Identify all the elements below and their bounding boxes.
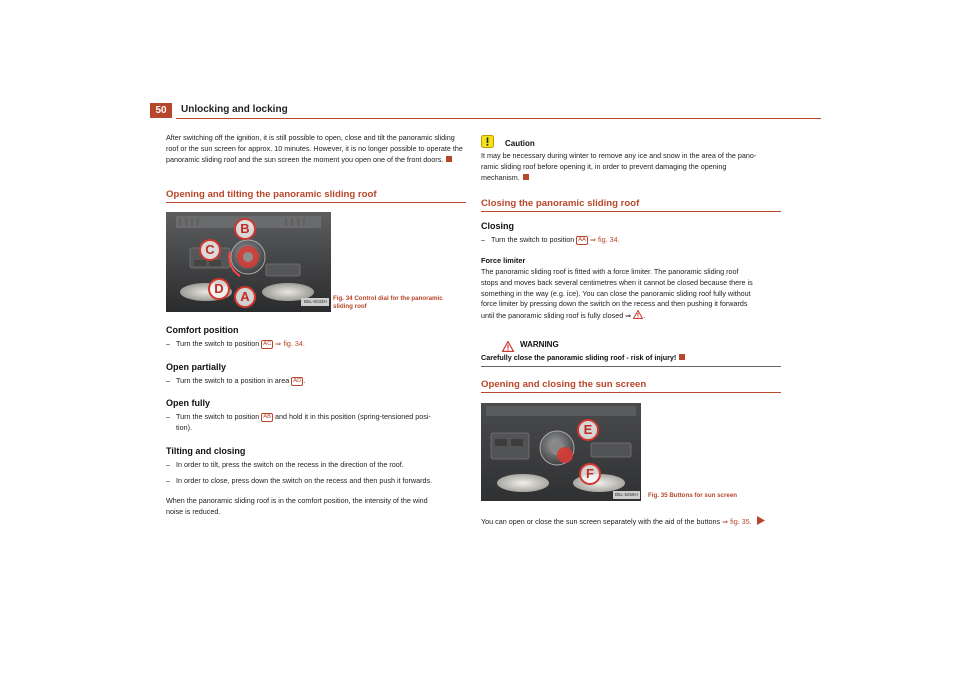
section-rule: [481, 392, 781, 393]
section-title-closing: Closing the panoramic sliding roof: [481, 198, 640, 209]
position-code-ac: AC: [263, 341, 272, 347]
callout-b: B: [234, 218, 256, 240]
figure-35-code: B5L-5268H: [615, 492, 638, 497]
partial-title: Open partially: [166, 362, 227, 372]
intro-text: After switching off the ignition, it is still possible to open, close and tilt the panoramic sliding roof or the sun screen for approx. 10 minutes. However, it is no longer possible to operate the panoramic sliding roof and the sun screen the moment you open one of the front doors.: [166, 133, 463, 164]
figure-34-photo: [166, 212, 331, 312]
tilt-step-2: – In order to close, press down the switch on the recess and then push it forwards.: [166, 476, 433, 485]
force-limiter-title: Force limiter: [481, 256, 526, 265]
comfort-note: When the panoramic sliding roof is in the comfort position, the intensity of the wind noise is reduced.: [166, 496, 428, 516]
partial-step: – Turn the switch to a position in area AD .: [166, 376, 306, 385]
intro-paragraph: [166, 133, 466, 165]
position-code-ab: AB: [263, 414, 271, 420]
end-marker-icon: [446, 156, 452, 162]
callout-f: F: [579, 463, 601, 485]
header-title: Unlocking and locking: [181, 104, 288, 115]
section-title-sun-screen: Opening and closing the sun screen: [481, 379, 647, 390]
end-marker-icon: [523, 174, 529, 180]
tilt-title: Tilting and closing: [166, 446, 246, 456]
figure-34-caption: Fig. 34 Control dial for the panoramic sliding roof: [333, 295, 443, 310]
warning-title: WARNING: [520, 340, 559, 349]
callout-d: D: [208, 278, 230, 300]
section-rule: [481, 211, 781, 212]
fully-step: – Turn the switch to position AB and hold it in this position (spring-tensioned posi- tion).: [166, 412, 431, 432]
fig34-link[interactable]: ⇒ fig. 34.: [275, 339, 305, 348]
warning-triangle-icon[interactable]: [633, 310, 643, 319]
callout-c: C: [199, 239, 221, 261]
position-code-ad: AD: [293, 378, 302, 384]
warning-text: Carefully close the panoramic sliding roof - risk of injury!: [481, 353, 685, 362]
position-code-aa: AA: [578, 237, 586, 243]
section-rule: [166, 202, 466, 203]
section-title-opening: Opening and tilting the panoramic sliding roof: [166, 189, 377, 200]
figure-35-photo: [481, 403, 641, 501]
sun-screen-text: You can open or close the sun screen separately with the aid of the buttons ⇒ fig. 35.: [481, 516, 801, 528]
warning-box: [481, 334, 781, 367]
closing-step: – Turn the switch to position AA ⇒ fig. 34.: [481, 235, 620, 244]
closing-title: Closing: [481, 221, 514, 231]
comfort-title: Comfort position: [166, 325, 239, 335]
caution-title: Caution: [505, 139, 535, 148]
header-rule: [176, 118, 821, 119]
figure-34-code: B5L-5033H: [304, 299, 327, 304]
next-page-arrow-icon[interactable]: [757, 516, 765, 525]
fig35-link[interactable]: ⇒ fig. 35.: [722, 517, 752, 526]
callout-e: E: [577, 419, 599, 441]
fully-title: Open fully: [166, 398, 211, 408]
page-number: 50: [150, 103, 172, 118]
sun-screen-buttons-illustration: [481, 403, 641, 501]
comfort-step: – Turn the switch to position AC ⇒ fig. 34.: [166, 339, 305, 348]
figure-35-caption: Fig. 35 Buttons for sun screen: [648, 492, 738, 499]
end-marker-icon: [679, 354, 685, 360]
callout-a: A: [234, 286, 256, 308]
force-limiter-text: The panoramic sliding roof is fitted with a force limiter. The panoramic sliding roof stops and moves back several centimetres when it cannot be closed because there is something in the way (e.g. ice). You can close the panoramic sliding roof fully without force limiter by pressing down the switch on the recess and then pushing it forwards until the panoramic sliding roof is fully closed ⇒ .: [481, 267, 753, 321]
tilt-step-1: – In order to tilt, press the switch on the recess in the direction of the roof.: [166, 460, 404, 469]
fig34-link-2[interactable]: ⇒ fig. 34.: [589, 235, 620, 244]
caution-text: It may be necessary during winter to remove any ice and snow in the area of the pano- ramic sliding roof before opening it, in order to prevent damaging the opening mechanism.: [481, 151, 757, 182]
